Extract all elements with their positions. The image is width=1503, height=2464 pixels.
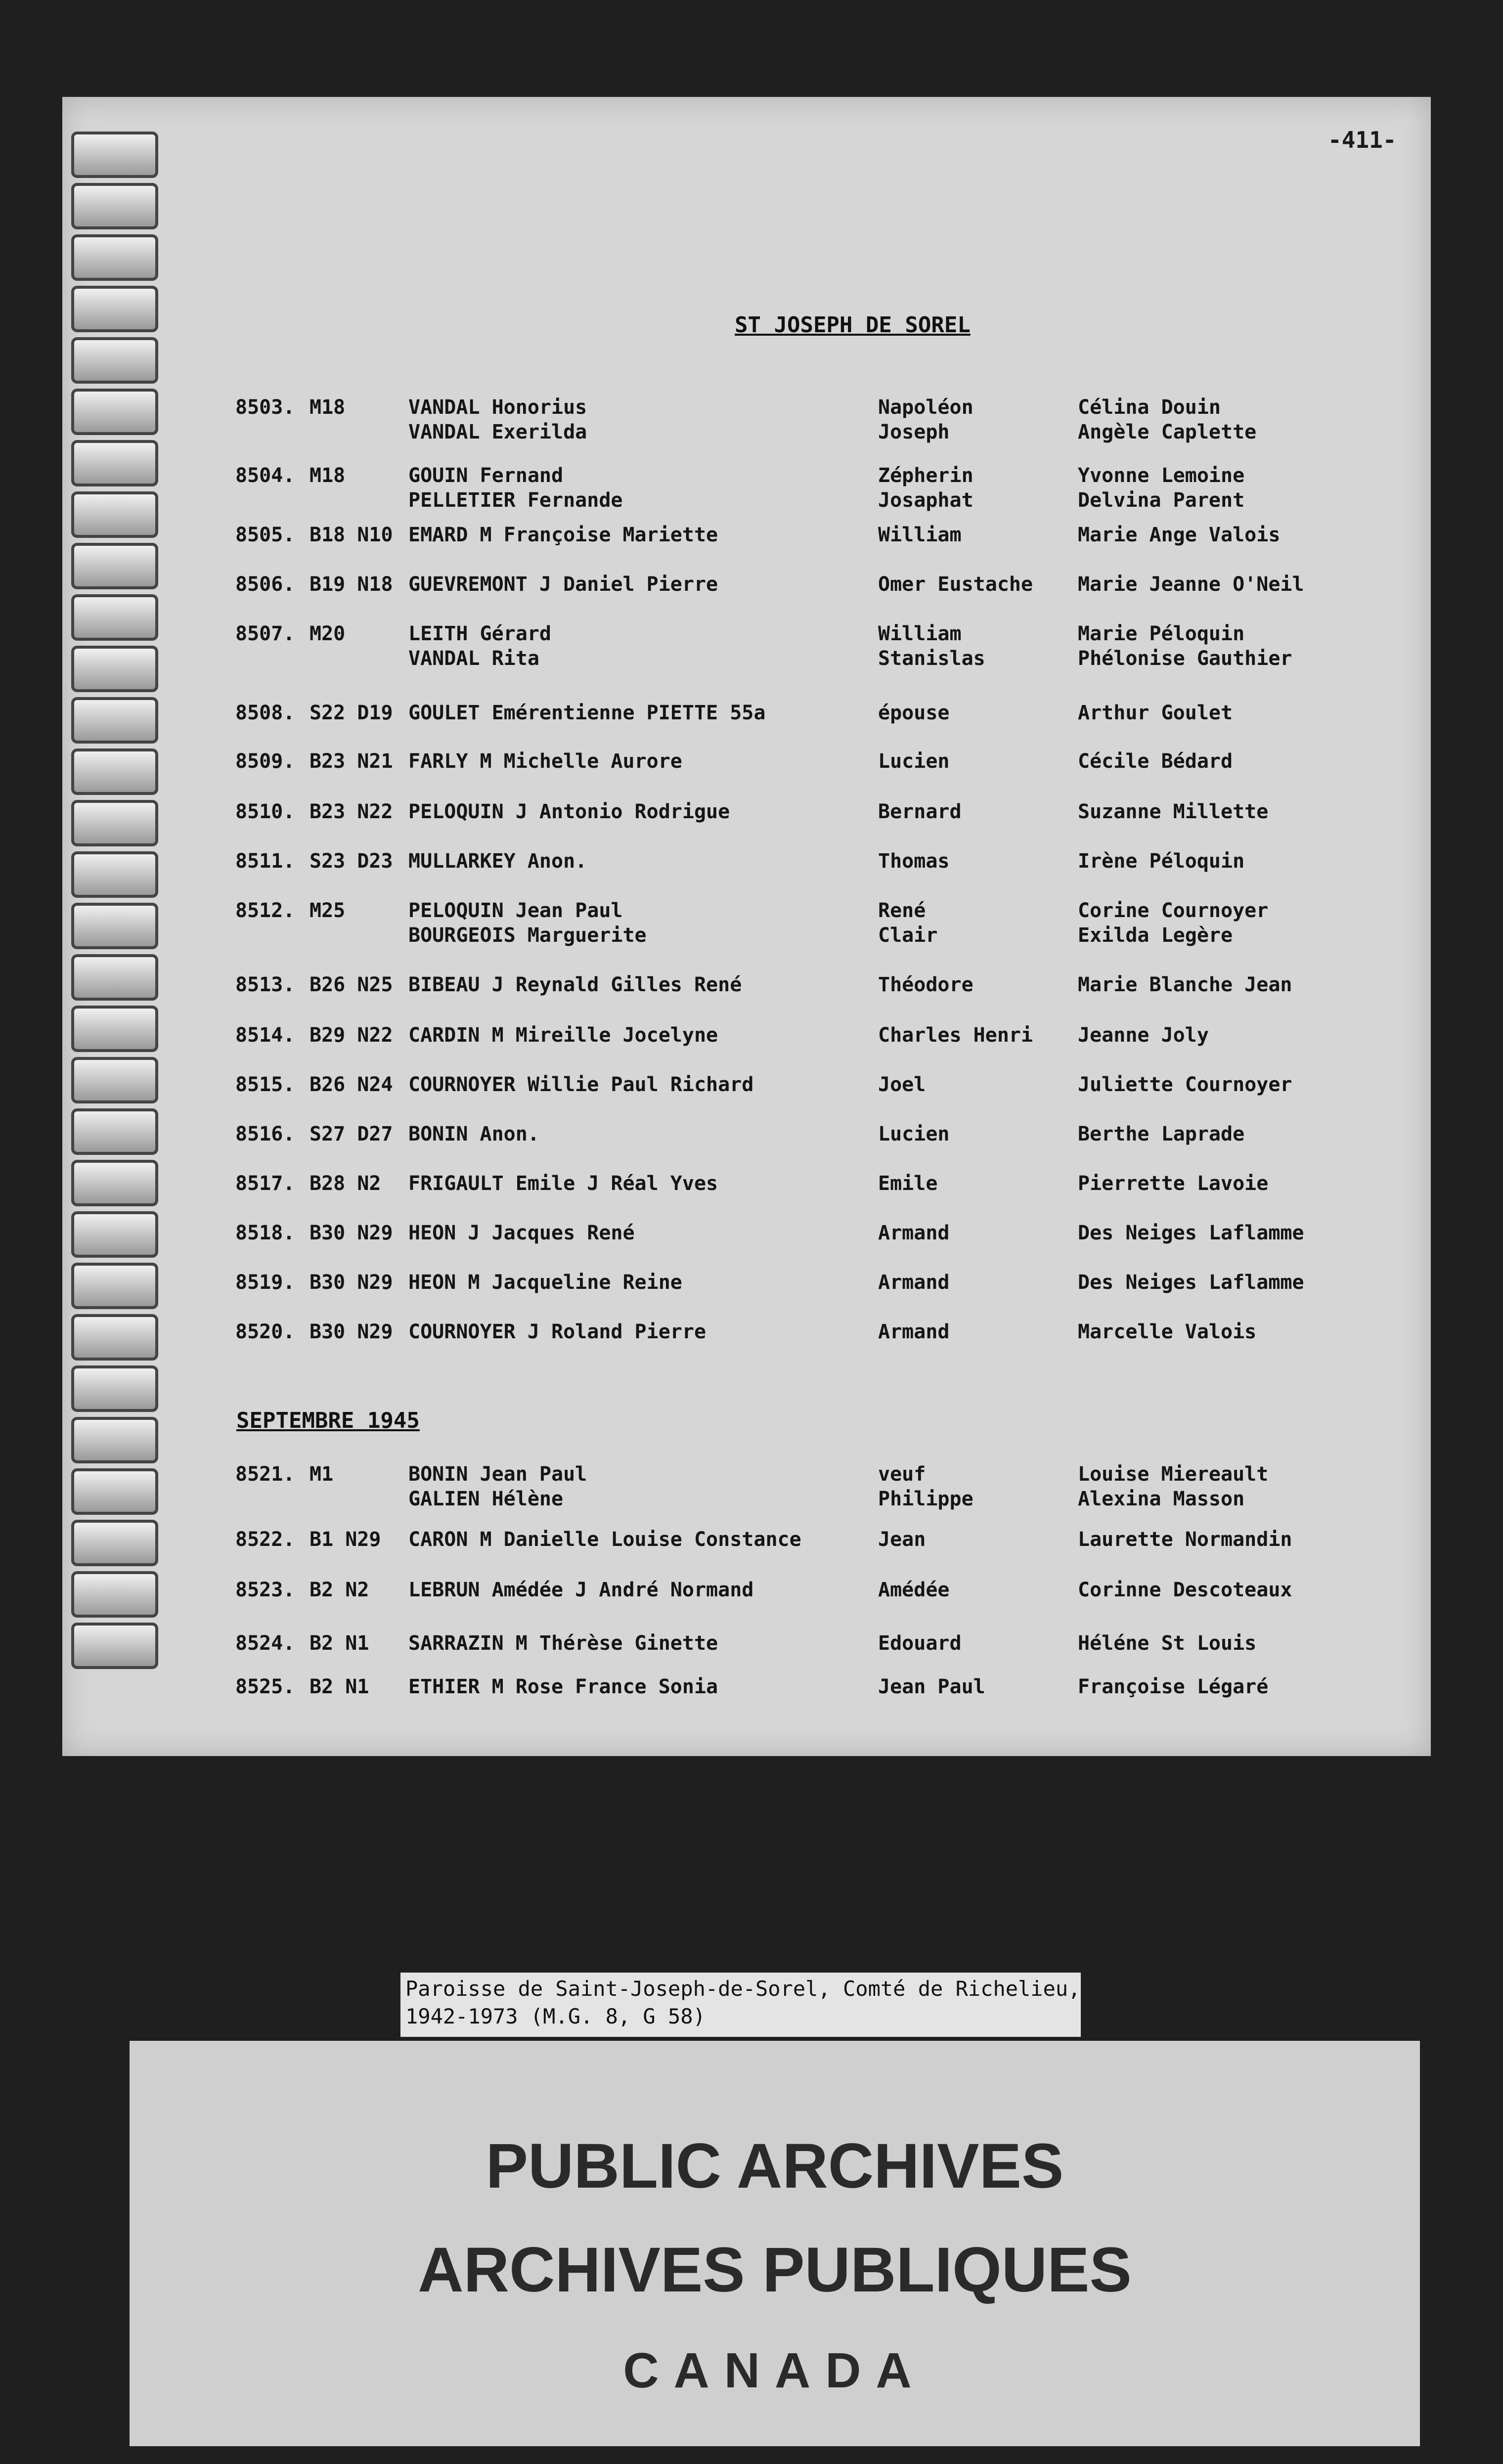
entry-number: 8505.: [235, 524, 295, 546]
binding-ring: [71, 1108, 158, 1155]
entry-number: 8521.: [235, 1463, 295, 1486]
binding-ring: [71, 1520, 158, 1566]
entry-code: B2 N1: [309, 1675, 369, 1698]
entry-number: 8518.: [235, 1222, 295, 1244]
entry-father: Armand: [878, 1271, 950, 1294]
entry-name: PELOQUIN Jean Paul: [408, 899, 623, 922]
entry-name: ETHIER M Rose France Sonia: [408, 1675, 718, 1698]
entry-mother: Pierrette Lavoie: [1078, 1172, 1269, 1195]
entry-father-second-line: Clair: [878, 924, 938, 947]
entry-number: 8522.: [235, 1528, 295, 1551]
entry-father: Emile: [878, 1172, 938, 1195]
entry-code: S23 D23: [309, 850, 393, 873]
entry-father: Omer Eustache: [878, 573, 1033, 596]
entry-father: Edouard: [878, 1632, 962, 1655]
entry-number: 8507.: [235, 622, 295, 645]
entry-name-second-line: VANDAL Rita: [408, 647, 539, 670]
binding-ring: [71, 440, 158, 486]
binding-ring: [71, 1623, 158, 1669]
entry-code: B26 N24: [309, 1073, 393, 1096]
binding-ring: [71, 132, 158, 178]
entry-father-second-line: Josaphat: [878, 489, 973, 512]
binding-ring: [71, 286, 158, 332]
entry-mother: Des Neiges Laflamme: [1078, 1222, 1304, 1244]
binding-ring: [71, 183, 158, 229]
binding-ring: [71, 337, 158, 384]
entry-number: 8511.: [235, 850, 295, 873]
binding-ring: [71, 1160, 158, 1206]
entry-name: SARRAZIN M Thérèse Ginette: [408, 1632, 718, 1655]
entry-father: Jean Paul: [878, 1675, 985, 1698]
entry-code: B2 N2: [309, 1579, 369, 1601]
entry-father: veuf: [878, 1463, 926, 1486]
entry-father-second-line: Philippe: [878, 1488, 973, 1510]
entry-father: Charles Henri: [878, 1024, 1033, 1047]
entry-father: Joel: [878, 1073, 926, 1096]
entry-name: LEITH Gérard: [408, 622, 551, 645]
binding-ring: [71, 1571, 158, 1618]
entry-mother: Berthe Laprade: [1078, 1123, 1245, 1145]
entry-mother: Des Neiges Laflamme: [1078, 1271, 1304, 1294]
entry-father: William: [878, 622, 962, 645]
entry-code: B30 N29: [309, 1222, 393, 1244]
entry-mother-second-line: Phélonise Gauthier: [1078, 647, 1292, 670]
binding-ring: [71, 697, 158, 744]
entry-code: B1 N29: [309, 1528, 381, 1551]
entry-name: EMARD M Françoise Mariette: [408, 524, 718, 546]
section-heading: SEPTEMBRE 1945: [236, 1408, 420, 1433]
entry-father: Napoléon: [878, 396, 973, 419]
entry-name-second-line: BOURGEOIS Marguerite: [408, 924, 647, 947]
entry-number: 8513.: [235, 973, 295, 996]
entry-name: COURNOYER Willie Paul Richard: [408, 1073, 754, 1096]
binding-ring: [71, 1211, 158, 1258]
entry-code: B29 N22: [309, 1024, 393, 1047]
entry-number: 8506.: [235, 573, 295, 596]
binding-ring: [71, 389, 158, 435]
entry-mother: Arthur Goulet: [1078, 702, 1233, 724]
binding-ring: [71, 903, 158, 949]
entry-father: Armand: [878, 1222, 950, 1244]
entry-mother: Juliette Cournoyer: [1078, 1073, 1292, 1096]
entry-name: MULLARKEY Anon.: [408, 850, 587, 873]
binding-ring: [71, 954, 158, 1001]
entry-code: B18 N10: [309, 524, 393, 546]
page-number: -411-: [1328, 127, 1397, 153]
entry-mother-second-line: Alexina Masson: [1078, 1488, 1245, 1510]
entry-father: Bernard: [878, 800, 962, 823]
entry-code: M18: [309, 464, 346, 487]
entry-code: B30 N29: [309, 1271, 393, 1294]
entry-name: GOUIN Fernand: [408, 464, 564, 487]
entry-mother: Marie Ange Valois: [1078, 524, 1281, 546]
binding-ring: [71, 234, 158, 281]
entry-number: 8523.: [235, 1579, 295, 1601]
entry-father: William: [878, 524, 962, 546]
entry-name: BONIN Jean Paul: [408, 1463, 587, 1486]
entry-name: VANDAL Honorius: [408, 396, 587, 419]
entry-name: GUEVREMONT J Daniel Pierre: [408, 573, 718, 596]
entry-father: Lucien: [878, 1123, 950, 1145]
entry-name: HEON M Jacqueline Reine: [408, 1271, 682, 1294]
entry-code: B23 N22: [309, 800, 393, 823]
entry-number: 8512.: [235, 899, 295, 922]
entry-father: Zépherin: [878, 464, 973, 487]
entry-mother: Marie Blanche Jean: [1078, 973, 1292, 996]
page-title: ST JOSEPH DE SOREL: [735, 312, 971, 338]
entry-code: M20: [309, 622, 346, 645]
entry-mother: Corinne Descoteaux: [1078, 1579, 1292, 1601]
entry-code: M18: [309, 396, 346, 419]
entry-name: COURNOYER J Roland Pierre: [408, 1320, 707, 1343]
binding-ring: [71, 543, 158, 589]
entry-name: PELOQUIN J Antonio Rodrigue: [408, 800, 730, 823]
entry-mother: Marie Péloquin: [1078, 622, 1245, 645]
entry-father: Jean: [878, 1528, 926, 1551]
entry-code: B19 N18: [309, 573, 393, 596]
stamp-line-2: ARCHIVES PUBLIQUES: [418, 2235, 1132, 2305]
entry-code: B23 N21: [309, 750, 393, 773]
entry-number: 8524.: [235, 1632, 295, 1655]
entry-name: LEBRUN Amédée J André Normand: [408, 1579, 754, 1601]
entry-name: CARDIN M Mireille Jocelyne: [408, 1024, 718, 1047]
register-page: [62, 97, 1431, 1756]
stamp-line-3: CANADA: [623, 2343, 927, 2398]
entry-mother-second-line: Exilda Legère: [1078, 924, 1233, 947]
entry-name-second-line: PELLETIER Fernande: [408, 489, 623, 512]
stamp-line-1: PUBLIC ARCHIVES: [486, 2131, 1064, 2201]
entry-number: 8515.: [235, 1073, 295, 1096]
entry-code: B30 N29: [309, 1320, 393, 1343]
entry-number: 8510.: [235, 800, 295, 823]
entry-father: René: [878, 899, 926, 922]
binding-ring: [71, 748, 158, 795]
entry-mother: Louise Miereault: [1078, 1463, 1269, 1486]
entry-code: B28 N2: [309, 1172, 381, 1195]
entry-mother-second-line: Delvina Parent: [1078, 489, 1245, 512]
entry-father: Lucien: [878, 750, 950, 773]
entry-mother: Héléne St Louis: [1078, 1632, 1257, 1655]
entry-number: 8520.: [235, 1320, 295, 1343]
entry-mother: Célina Douin: [1078, 396, 1221, 419]
entry-father: Amédée: [878, 1579, 950, 1601]
binding-ring: [71, 1468, 158, 1515]
entry-mother: Suzanne Millette: [1078, 800, 1269, 823]
entry-mother: Jeanne Joly: [1078, 1024, 1209, 1047]
entry-name: CARON M Danielle Louise Constance: [408, 1528, 801, 1551]
entry-mother: Françoise Légaré: [1078, 1675, 1269, 1698]
entry-name: GOULET Emérentienne PIETTE 55a: [408, 702, 766, 724]
entry-number: 8516.: [235, 1123, 295, 1145]
entry-name: BIBEAU J Reynald Gilles René: [408, 973, 742, 996]
entry-mother: Cécile Bédard: [1078, 750, 1233, 773]
entry-number: 8509.: [235, 750, 295, 773]
entry-number: 8508.: [235, 702, 295, 724]
binding-ring: [71, 491, 158, 538]
entry-number: 8504.: [235, 464, 295, 487]
binding-ring: [71, 1057, 158, 1103]
entry-number: 8519.: [235, 1271, 295, 1294]
entry-father: Thomas: [878, 850, 950, 873]
entry-mother: Corine Cournoyer: [1078, 899, 1269, 922]
entry-mother: Marcelle Valois: [1078, 1320, 1257, 1343]
archives-stamp: [130, 2041, 1420, 2446]
binding-ring: [71, 851, 158, 898]
entry-code: S22 D19: [309, 702, 393, 724]
binding-ring: [71, 1263, 158, 1309]
entry-father-second-line: Joseph: [878, 421, 950, 443]
entry-father: Armand: [878, 1320, 950, 1343]
entry-name: FRIGAULT Emile J Réal Yves: [408, 1172, 718, 1195]
entry-name-second-line: VANDAL Exerilda: [408, 421, 587, 443]
entry-number: 8525.: [235, 1675, 295, 1698]
entry-number: 8514.: [235, 1024, 295, 1047]
binding-ring: [71, 1417, 158, 1463]
entry-name: FARLY M Michelle Aurore: [408, 750, 682, 773]
entry-name-second-line: GALIEN Hélène: [408, 1488, 564, 1510]
binding-ring: [71, 1365, 158, 1412]
binding-ring: [71, 594, 158, 641]
entry-mother: Laurette Normandin: [1078, 1528, 1292, 1551]
binding-ring: [71, 646, 158, 692]
entry-mother: Irène Péloquin: [1078, 850, 1245, 873]
entry-code: M1: [309, 1463, 334, 1486]
entry-code: B26 N25: [309, 973, 393, 996]
caption-card: [400, 1973, 1081, 2037]
caption-line-1: Paroisse de Saint-Joseph-de-Sorel, Comté de Richelieu,: [405, 1977, 1081, 2001]
entry-number: 8517.: [235, 1172, 295, 1195]
entry-code: S27 D27: [309, 1123, 393, 1145]
binding-ring: [71, 1006, 158, 1052]
entry-father: épouse: [878, 702, 950, 724]
caption-line-2: 1942-1973 (M.G. 8, G 58): [405, 2004, 706, 2028]
entry-father: Théodore: [878, 973, 973, 996]
entry-father-second-line: Stanislas: [878, 647, 985, 670]
entry-mother: Marie Jeanne O'Neil: [1078, 573, 1304, 596]
entry-number: 8503.: [235, 396, 295, 419]
entry-code: B2 N1: [309, 1632, 369, 1655]
binding-ring: [71, 800, 158, 846]
entry-mother-second-line: Angèle Caplette: [1078, 421, 1257, 443]
entry-name: HEON J Jacques René: [408, 1222, 635, 1244]
entry-code: M25: [309, 899, 346, 922]
entry-mother: Yvonne Lemoine: [1078, 464, 1245, 487]
entry-name: BONIN Anon.: [408, 1123, 539, 1145]
binding-ring: [71, 1314, 158, 1361]
